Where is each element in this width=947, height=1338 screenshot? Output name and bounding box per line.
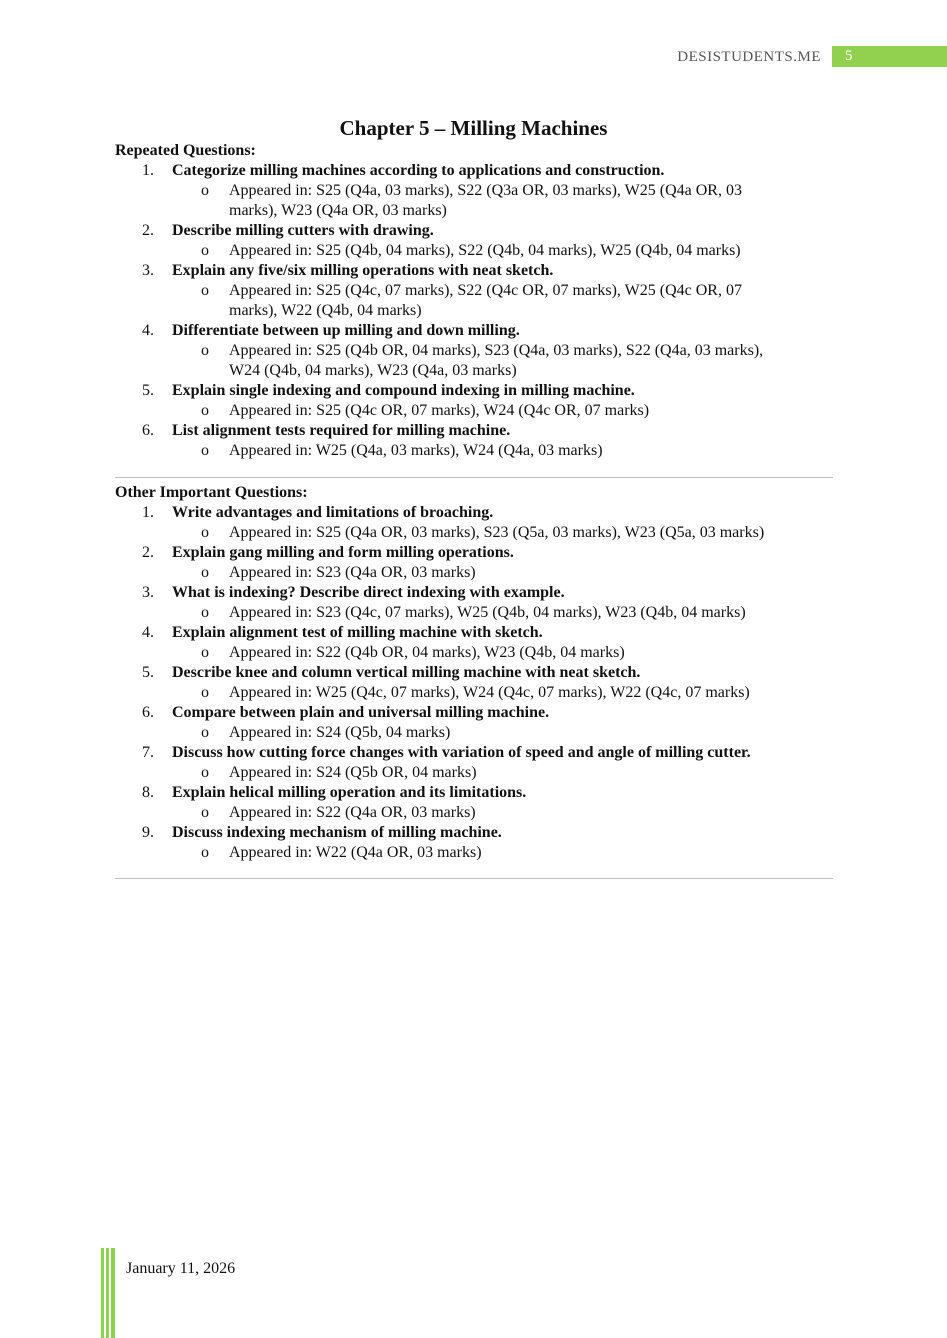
question-text: Explain alignment test of milling machine with sketch.	[172, 624, 543, 641]
question-text: Differentiate between up milling and down milling.	[172, 322, 520, 339]
page-number-tab	[832, 46, 947, 67]
bullet-icon: o	[201, 524, 209, 541]
appeared-in-line: marks), W22 (Q4b, 04 marks)	[229, 302, 422, 319]
bullet-icon: o	[201, 844, 209, 861]
question-text: Explain gang milling and form milling operations.	[172, 544, 514, 561]
question-item	[115, 161, 833, 181]
question-list	[115, 161, 833, 461]
appeared-in	[115, 181, 833, 221]
appeared-in	[115, 763, 833, 783]
appeared-in-line: Appeared in: S25 (Q4c OR, 07 marks), W24 (Q4c OR, 07 marks)	[229, 402, 650, 419]
footer-date: January 11, 2026	[126, 1260, 236, 1277]
appeared-in-line: Appeared in: S24 (Q5b, 04 marks)	[229, 724, 451, 741]
appeared-in	[115, 341, 833, 381]
bullet-icon: o	[201, 604, 209, 621]
appeared-in	[115, 563, 833, 583]
question-item	[115, 543, 833, 563]
site-brand: DESISTUDENTS.ME	[677, 49, 821, 65]
appeared-in-line: Appeared in: S23 (Q4a OR, 03 marks)	[229, 564, 476, 581]
question-number: 6.	[142, 422, 154, 439]
appeared-in-line: Appeared in: S25 (Q4c, 07 marks), S22 (Q4c OR, 07 marks), W25 (Q4c OR, 07	[229, 282, 742, 299]
question-text: Write advantages and limitations of broaching.	[172, 504, 494, 521]
question-number: 2.	[142, 544, 154, 561]
question-number: 1.	[142, 504, 154, 521]
bullet-icon: o	[201, 724, 209, 741]
divider	[115, 878, 833, 879]
bullet-icon: o	[201, 442, 209, 459]
question-text: Explain helical milling operation and its limitations.	[172, 784, 527, 801]
question-number: 5.	[142, 664, 154, 681]
bullet-icon: o	[201, 342, 209, 359]
appeared-in-line: Appeared in: W22 (Q4a OR, 03 marks)	[229, 844, 482, 861]
question-item	[115, 663, 833, 683]
section-heading: Repeated Questions:	[115, 142, 256, 159]
margin-bar	[111, 1248, 115, 1338]
appeared-in-line: Appeared in: S25 (Q4b, 04 marks), S22 (Q4b, 04 marks), W25 (Q4b, 04 marks)	[229, 242, 741, 259]
appeared-in	[115, 401, 833, 421]
appeared-in-line: Appeared in: W25 (Q4c, 07 marks), W24 (Q4c, 07 marks), W22 (Q4c, 07 marks)	[229, 684, 750, 701]
question-text: Explain any five/six milling operations with neat sketch.	[172, 262, 554, 279]
question-item	[115, 823, 833, 843]
question-number: 3.	[142, 584, 154, 601]
question-text: Discuss how cutting force changes with variation of speed and angle of milling cutter.	[172, 744, 751, 761]
appeared-in-line: Appeared in: S24 (Q5b OR, 04 marks)	[229, 764, 477, 781]
bullet-icon: o	[201, 282, 209, 299]
question-item	[115, 381, 833, 401]
question-number: 2.	[142, 222, 154, 239]
appeared-in-line: Appeared in: S25 (Q4a OR, 03 marks), S23 (Q5a, 03 marks), W23 (Q5a, 03 marks)	[229, 524, 765, 541]
question-number: 4.	[142, 624, 154, 641]
question-number: 7.	[142, 744, 154, 761]
question-item	[115, 321, 833, 341]
question-text: List alignment tests required for milling machine.	[172, 422, 511, 439]
appeared-in-line: W24 (Q4b, 04 marks), W23 (Q4a, 03 marks)	[229, 362, 517, 379]
question-text: Describe milling cutters with drawing.	[172, 222, 434, 239]
question-item	[115, 261, 833, 281]
section-heading: Other Important Questions:	[115, 484, 308, 501]
appeared-in	[115, 281, 833, 321]
page-number: 5	[845, 48, 853, 64]
margin-bar	[101, 1248, 104, 1338]
repeated-questions-section	[115, 141, 833, 461]
appeared-in	[115, 643, 833, 663]
question-number: 5.	[142, 382, 154, 399]
question-text: Discuss indexing mechanism of milling machine.	[172, 824, 502, 841]
appeared-in	[115, 523, 833, 543]
divider	[115, 477, 833, 478]
question-number: 8.	[142, 784, 154, 801]
page-title: Chapter 5 – Milling Machines	[339, 116, 608, 140]
appeared-in	[115, 683, 833, 703]
question-item	[115, 583, 833, 603]
appeared-in-line: Appeared in: W25 (Q4a, 03 marks), W24 (Q4a, 03 marks)	[229, 442, 603, 459]
bullet-icon: o	[201, 402, 209, 419]
appeared-in	[115, 803, 833, 823]
appeared-in	[115, 241, 833, 261]
question-text: Describe knee and column vertical milling machine with neat sketch.	[172, 664, 641, 681]
question-number: 3.	[142, 262, 154, 279]
question-text: What is indexing? Describe direct indexing with example.	[172, 584, 565, 601]
appeared-in-line: Appeared in: S22 (Q4b OR, 04 marks), W23 (Q4b, 04 marks)	[229, 644, 625, 661]
bullet-icon: o	[201, 804, 209, 821]
bullet-icon: o	[201, 182, 209, 199]
margin-bar	[106, 1248, 109, 1338]
question-item	[115, 783, 833, 803]
appeared-in-line: marks), W23 (Q4a OR, 03 marks)	[229, 202, 447, 219]
bullet-icon: o	[201, 242, 209, 259]
appeared-in	[115, 441, 833, 461]
question-item	[115, 503, 833, 523]
question-item	[115, 221, 833, 241]
appeared-in-line: Appeared in: S25 (Q4b OR, 04 marks), S23 (Q4a, 03 marks), S22 (Q4a, 03 marks),	[229, 342, 764, 359]
question-number: 6.	[142, 704, 154, 721]
question-text: Explain single indexing and compound indexing in milling machine.	[172, 382, 635, 399]
footer-margin-bars	[101, 1248, 115, 1338]
appeared-in-line: Appeared in: S23 (Q4c, 07 marks), W25 (Q4b, 04 marks), W23 (Q4b, 04 marks)	[229, 604, 746, 621]
appeared-in-line: Appeared in: S25 (Q4a, 03 marks), S22 (Q3a OR, 03 marks), W25 (Q4a OR, 03	[229, 182, 742, 199]
question-number: 9.	[142, 824, 154, 841]
bullet-icon: o	[201, 564, 209, 581]
question-number: 1.	[142, 162, 154, 179]
appeared-in	[115, 723, 833, 743]
question-item	[115, 703, 833, 723]
question-text: Compare between plain and universal milling machine.	[172, 704, 550, 721]
other-questions-section	[115, 483, 833, 863]
appeared-in-line: Appeared in: S22 (Q4a OR, 03 marks)	[229, 804, 476, 821]
appeared-in	[115, 843, 833, 863]
question-list	[115, 503, 833, 863]
question-item	[115, 421, 833, 441]
appeared-in	[115, 603, 833, 623]
question-text: Categorize milling machines according to applications and construction.	[172, 162, 665, 179]
question-item	[115, 743, 833, 763]
question-number: 4.	[142, 322, 154, 339]
bullet-icon: o	[201, 764, 209, 781]
question-item	[115, 623, 833, 643]
bullet-icon: o	[201, 644, 209, 661]
bullet-icon: o	[201, 684, 209, 701]
